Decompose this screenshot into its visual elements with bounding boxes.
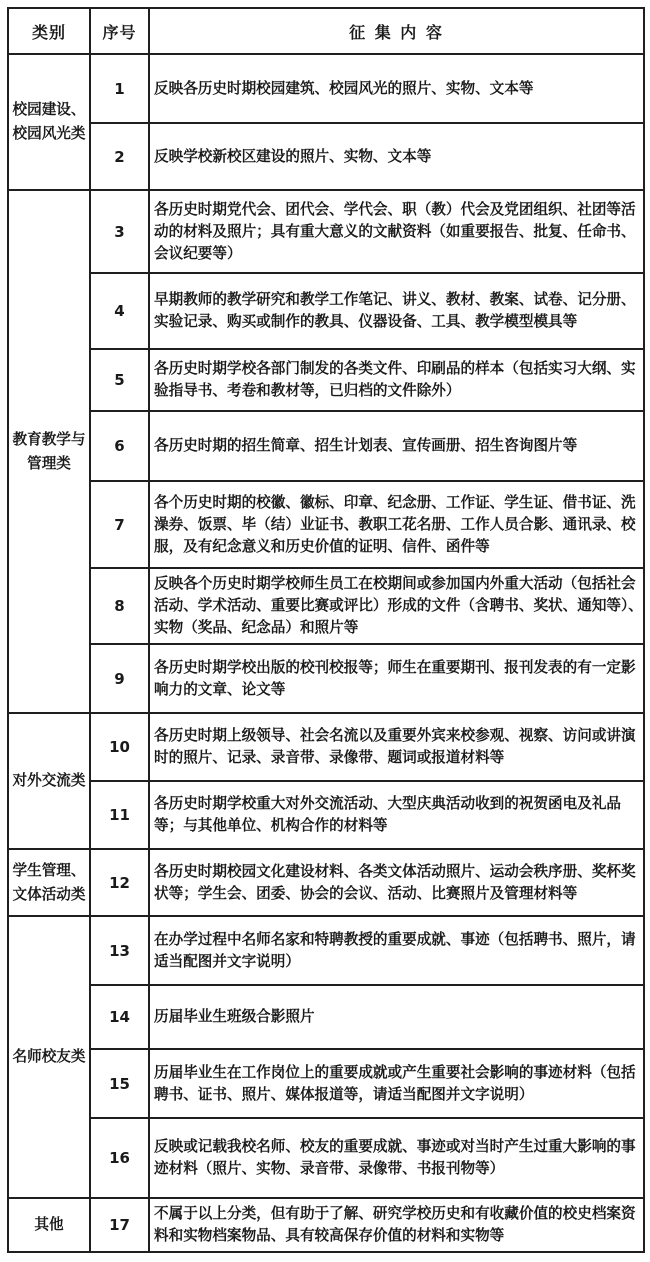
category-cell: 对外交流类 [8, 713, 90, 849]
table-row [8, 190, 644, 273]
content-cell: 历届毕业生在工作岗位上的重要成就或产生重要社会影响的事迹材料（包括聘书、证书、照片、媒体报道等，请适当配图并文字说明） [149, 1049, 644, 1118]
number-cell: 7 [90, 481, 149, 568]
table-row [8, 713, 644, 781]
table-row [8, 849, 644, 916]
category-cell: 学生管理、文体活动类 [8, 849, 90, 916]
category-cell: 名师校友类 [8, 916, 90, 1198]
number-cell: 14 [90, 985, 149, 1049]
table-row [8, 1049, 644, 1118]
content-cell: 各历史时期学校出版的校刊校报等；师生在重要期刊、报刊发表的有一定影响力的文章、论文等 [149, 644, 644, 713]
collection-content-table [7, 7, 645, 1253]
number-cell: 5 [90, 349, 149, 411]
category-cell: 其他 [8, 1198, 90, 1252]
table-row [8, 781, 644, 849]
table-row [8, 916, 644, 985]
number-cell: 1 [90, 54, 149, 123]
table-row [8, 411, 644, 481]
header-category: 类别 [8, 8, 90, 54]
content-cell: 各个历史时期的校徽、徽标、印章、纪念册、工作证、学生证、借书证、洗澡券、饭票、毕（结）业证书、教职工花名册、工作人员合影、通讯录、校服，及有纪念意义和历史价值的证明、信件、函件等 [149, 481, 644, 568]
content-cell: 反映各个历史时期学校师生员工在校期间或参加国内外重大活动（包括社会活动、学术活动、重要比赛或评比）形成的文件（含聘书、奖状、通知等）、实物（奖品、纪念品）和照片等 [149, 568, 644, 644]
table-row [8, 568, 644, 644]
table-row [8, 985, 644, 1049]
content-cell: 历届毕业生班级合影照片 [149, 985, 644, 1049]
number-cell: 9 [90, 644, 149, 713]
content-cell: 各历史时期学校重大对外交流活动、大型庆典活动收到的祝贺函电及礼品等；与其他单位、机构合作的材料等 [149, 781, 644, 849]
table-row [8, 123, 644, 190]
content-cell: 在办学过程中名师名家和特聘教授的重要成就、事迹（包括聘书、照片，请适当配图并文字说明） [149, 916, 644, 985]
number-cell: 12 [90, 849, 149, 916]
content-cell: 各历史时期上级领导、社会名流以及重要外宾来校参观、视察、访问或讲演时的照片、记录、录音带、录像带、题词或报道材料等 [149, 713, 644, 781]
number-cell: 17 [90, 1198, 149, 1252]
category-cell: 校园建设、校园风光类 [8, 54, 90, 190]
content-cell: 反映或记载我校名师、校友的重要成就、事迹或对当时产生过重大影响的事迹材料（照片、实物、录音带、录像带、书报刊物等） [149, 1118, 644, 1198]
header-row [8, 8, 644, 54]
table-row [8, 481, 644, 568]
number-cell: 6 [90, 411, 149, 481]
table-row [8, 1198, 644, 1252]
table-row [8, 54, 644, 123]
table-row [8, 644, 644, 713]
content-cell: 反映学校新校区建设的照片、实物、文本等 [149, 123, 644, 190]
content-cell: 各历史时期校园文化建设材料、各类文体活动照片、运动会秩序册、奖杯奖状等；学生会、团委、协会的会议、活动、比赛照片及管理材料等 [149, 849, 644, 916]
table-row [8, 1118, 644, 1198]
header-number: 序号 [90, 8, 149, 54]
content-cell: 不属于以上分类，但有助于了解、研究学校历史和有收藏价值的校史档案资料和实物档案物品、具有较高保存价值的材料和实物等 [149, 1198, 644, 1252]
number-cell: 16 [90, 1118, 149, 1198]
number-cell: 8 [90, 568, 149, 644]
content-cell: 各历史时期学校各部门制发的各类文件、印刷品的样本（包括实习大纲、实验指导书、考卷和教材等，已归档的文件除外） [149, 349, 644, 411]
number-cell: 11 [90, 781, 149, 849]
number-cell: 10 [90, 713, 149, 781]
content-cell: 各历史时期党代会、团代会、学代会、职（教）代会及党团组织、社团等活动的材料及照片；具有重大意义的文献资料（如重要报告、批复、任命书、会议纪要等） [149, 190, 644, 273]
number-cell: 3 [90, 190, 149, 273]
category-cell: 教育教学与管理类 [8, 190, 90, 713]
number-cell: 2 [90, 123, 149, 190]
number-cell: 15 [90, 1049, 149, 1118]
number-cell: 4 [90, 273, 149, 349]
table-row [8, 349, 644, 411]
content-cell: 早期教师的教学研究和教学工作笔记、讲义、教材、教案、试卷、记分册、实验记录、购买或制作的教具、仪器设备、工具、教学模型模具等 [149, 273, 644, 349]
content-cell: 反映各历史时期校园建筑、校园风光的照片、实物、文本等 [149, 54, 644, 123]
content-cell: 各历史时期的招生简章、招生计划表、宣传画册、招生咨询图片等 [149, 411, 644, 481]
number-cell: 13 [90, 916, 149, 985]
table-row [8, 273, 644, 349]
header-content: 征 集 内 容 [149, 8, 644, 54]
